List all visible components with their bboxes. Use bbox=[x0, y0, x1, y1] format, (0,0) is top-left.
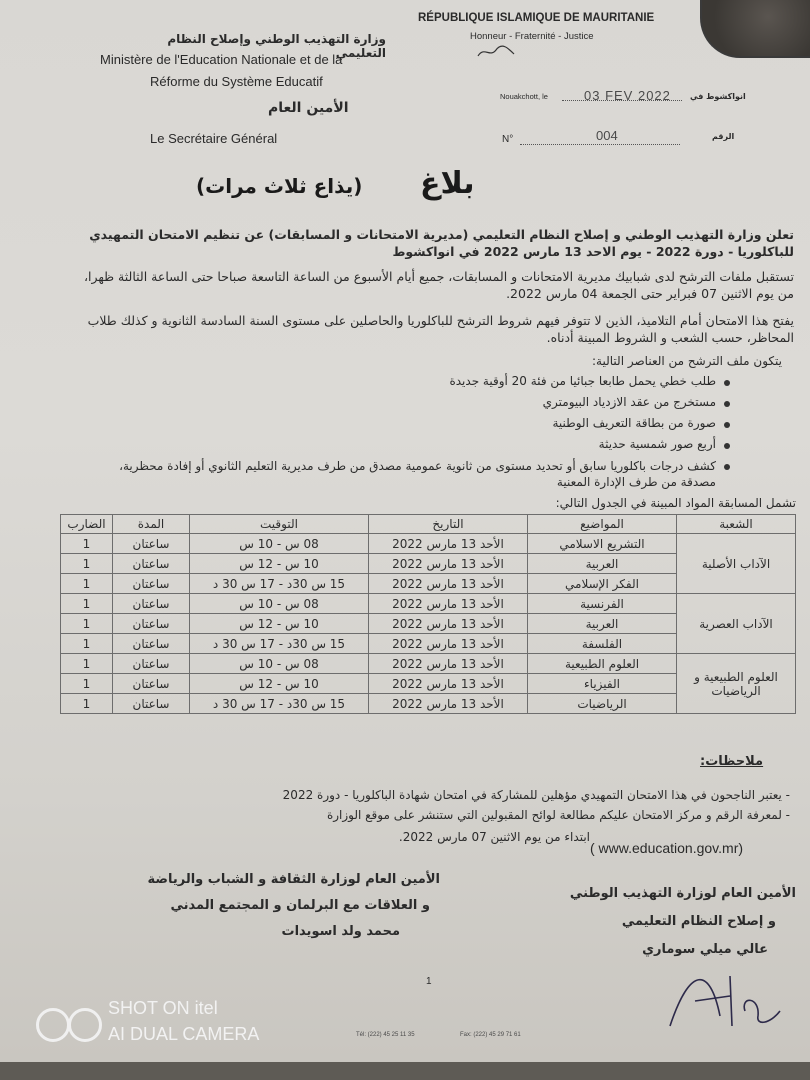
date-cell: الأحد 13 مارس 2022 bbox=[369, 574, 528, 594]
column-header-time: التوقيت bbox=[190, 515, 369, 534]
duration-cell: ساعتان bbox=[113, 554, 190, 574]
branch-cell: الآداب العصرية bbox=[677, 594, 796, 654]
subject-cell: الفكر الإسلامي bbox=[528, 574, 677, 594]
left-signatory-title-2: و العلاقات مع البرلمان و المجتمع المدني bbox=[170, 898, 430, 913]
watermark-line-2: AI DUAL CAMERA bbox=[108, 1024, 260, 1044]
list-item: صورة من بطاقة التعريف الوطنية bbox=[82, 416, 730, 437]
coefficient-cell: 1 bbox=[61, 574, 113, 594]
secretary-general-arabic: الأمين العام bbox=[268, 100, 349, 116]
list-item: أربع صور شمسية حديثة bbox=[82, 437, 730, 458]
duration-cell: ساعتان bbox=[113, 574, 190, 594]
subject-cell: الفلسفة bbox=[528, 634, 677, 654]
date-cell: الأحد 13 مارس 2022 bbox=[369, 594, 528, 614]
date-label-arabic: انواكشوط في bbox=[690, 92, 746, 101]
republic-name: RÉPUBLIQUE ISLAMIQUE DE MAURITANIE bbox=[418, 12, 655, 24]
subject-cell: الفرنسية bbox=[528, 594, 677, 614]
exam-schedule-table bbox=[60, 514, 796, 714]
paragraph-table-intro: تشمل المسابقة المواد المبينة في الجدول التالي: bbox=[555, 496, 796, 510]
column-header-coefficient: الضارب bbox=[61, 515, 113, 534]
communique-title: بلاغ bbox=[420, 166, 475, 201]
subject-cell: الفيزياء bbox=[528, 674, 677, 694]
list-item: طلب خطي يحمل طابعا جبائيا من فئة 20 أوقية جديدة bbox=[82, 374, 730, 395]
list-item: كشف درجات باكلوريا سابق أو تحديد مستوى من ثانوية عمومية مصدق من طرف مديرية التعليم الثانوي أو إفادة محظرية، مصدقة من طرف الإدارة المعنية bbox=[82, 458, 730, 494]
handwritten-signature-icon bbox=[660, 956, 800, 1046]
coefficient-cell: 1 bbox=[61, 594, 113, 614]
secretary-general-french: Le Secrétaire Général bbox=[150, 131, 278, 146]
subject-cell: العربية bbox=[528, 554, 677, 574]
duration-cell: ساعتان bbox=[113, 674, 190, 694]
motto: Honneur - Fraternité - Justice bbox=[470, 31, 594, 42]
time-cell: 08 س - 10 س bbox=[190, 654, 369, 674]
right-signatory-title-2: و إصلاح النظام التعليمي bbox=[621, 914, 776, 929]
subject-cell: الرياضيات bbox=[528, 694, 677, 714]
coefficient-cell: 1 bbox=[61, 554, 113, 574]
column-header-subject: المواضيع bbox=[528, 515, 677, 534]
number-label: N° bbox=[502, 134, 514, 145]
duration-cell: ساعتان bbox=[113, 694, 190, 714]
duration-cell: ساعتان bbox=[113, 614, 190, 634]
coefficient-cell: 1 bbox=[61, 674, 113, 694]
list-item: مستخرج من عقد الازدياد البيومتري bbox=[82, 395, 730, 416]
date-cell: الأحد 13 مارس 2022 bbox=[369, 554, 528, 574]
ministry-arabic: وزارة التهذيب الوطني وإصلاح النظام التعليمي bbox=[167, 32, 386, 60]
date-cell: الأحد 13 مارس 2022 bbox=[369, 654, 528, 674]
date-cell: الأحد 13 مارس 2022 bbox=[369, 694, 528, 714]
note-1: - يعتبر الناجحون في هذا الامتحان التمهيدي مؤهلين للمشاركة في امتحان شهادة الباكلوريا - دورة 2022 bbox=[282, 788, 790, 802]
duration-cell: ساعتان bbox=[113, 534, 190, 554]
duration-cell: ساعتان bbox=[113, 654, 190, 674]
date-value: 03 FEV 2022 bbox=[584, 88, 671, 103]
duration-cell: ساعتان bbox=[113, 634, 190, 654]
time-cell: 10 س - 12 س bbox=[190, 674, 369, 694]
table-header-row bbox=[61, 515, 796, 534]
camera-lens-icon bbox=[68, 1008, 102, 1042]
time-cell: 08 س - 10 س bbox=[190, 594, 369, 614]
page-number: 1 bbox=[426, 976, 432, 987]
motto-signature-icon bbox=[476, 44, 516, 60]
paragraph-announcement: تعلن وزارة التهذيب الوطني و إصلاح النظام التعليمي (مديرية الامتحانات و المسابقات) عن تنظيم الامتحان التمهيدي للباكلوريا - دورة 2022 - يوم الاحد 13 مارس 2022 في انواكشوط bbox=[89, 227, 794, 259]
file-items-list bbox=[82, 374, 730, 494]
coefficient-cell: 1 bbox=[61, 634, 113, 654]
communique-subtitle: (يذاع ثلاث مرات) bbox=[196, 174, 363, 198]
time-cell: 15 س 30د - 17 س 30 د bbox=[190, 634, 369, 654]
national-seal-icon bbox=[700, 0, 810, 58]
ministry-website-link[interactable]: ( www.education.gov.mr) bbox=[590, 840, 744, 856]
date-cell: الأحد 13 مارس 2022 bbox=[369, 614, 528, 634]
ministry-french-line1: Ministère de l'Education Nationale et de la bbox=[100, 52, 343, 67]
footer-fax: Fax: (222) 45 29 71 61 bbox=[460, 1032, 521, 1038]
time-cell: 10 س - 12 س bbox=[190, 554, 369, 574]
date-cell: الأحد 13 مارس 2022 bbox=[369, 534, 528, 554]
date-label: Nouakchott, le bbox=[500, 92, 548, 101]
date-cell: الأحد 13 مارس 2022 bbox=[369, 634, 528, 654]
column-header-date: التاريخ bbox=[369, 515, 528, 534]
coefficient-cell: 1 bbox=[61, 534, 113, 554]
table-row bbox=[61, 534, 796, 554]
coefficient-cell: 1 bbox=[61, 654, 113, 674]
time-cell: 08 س - 10 س bbox=[190, 534, 369, 554]
camera-lens-icon bbox=[36, 1008, 70, 1042]
table-row bbox=[61, 594, 796, 614]
notes-heading: ملاحظات: bbox=[700, 754, 764, 769]
left-signatory-title-1: الأمين العام لوزارة الثقافة و الشباب والرياضة bbox=[147, 872, 440, 887]
paragraph-submission: تستقبل ملفات الترشح لدى شبابيك مديرية الامتحانات و المسابقات، جميع أيام الأسبوع من الساعة التاسعة صباحا حتى الساعة الثالثة ظهرا، من يوم الاثنين 07 فبراير حتى الجمعة 04 مارس 2022. bbox=[83, 269, 794, 301]
table-row bbox=[61, 654, 796, 674]
right-signatory-title-1: الأمين العام لوزارة التهذيب الوطني bbox=[569, 886, 796, 901]
footer-phone: Tél: (222) 45 25 11 35 bbox=[356, 1032, 415, 1038]
branch-cell: العلوم الطبيعية و الرياضيات bbox=[677, 654, 796, 714]
watermark-line-1: SHOT ON itel bbox=[108, 998, 218, 1018]
branch-cell: الآداب الأصلية bbox=[677, 534, 796, 594]
date-cell: الأحد 13 مارس 2022 bbox=[369, 674, 528, 694]
paragraph-eligibility: يفتح هذا الامتحان أمام التلاميذ، الذين لا تتوفر فيهم شروط الترشح للباكلوريا والحاصلين على مستوى السنة السادسة الثانوية و كذلك طلاب المحاظر، حسب الشعب و الشروط المبينة أدناه. bbox=[87, 313, 794, 345]
duration-cell: ساعتان bbox=[113, 594, 190, 614]
left-signatory-name: محمد ولد اسويدات bbox=[281, 924, 400, 939]
time-cell: 15 س 30د - 17 س 30 د bbox=[190, 694, 369, 714]
number-label-arabic: الرقم bbox=[712, 132, 735, 141]
photo-bottom-strip bbox=[0, 1062, 810, 1080]
coefficient-cell: 1 bbox=[61, 614, 113, 634]
column-header-duration: المدة bbox=[113, 515, 190, 534]
coefficient-cell: 1 bbox=[61, 694, 113, 714]
number-value: 004 bbox=[596, 128, 618, 143]
time-cell: 15 س 30د - 17 س 30 د bbox=[190, 574, 369, 594]
subject-cell: العربية bbox=[528, 614, 677, 634]
paragraph-file-composition: يتكون ملف الترشح من العناصر التالية: bbox=[592, 354, 782, 368]
subject-cell: التشريع الاسلامي bbox=[528, 534, 677, 554]
column-header-branch: الشعبة bbox=[677, 515, 796, 534]
note-3-date: ابتداء من يوم الاثنين 07 مارس 2022. bbox=[398, 830, 590, 844]
subject-cell: العلوم الطبيعية bbox=[528, 654, 677, 674]
time-cell: 10 س - 12 س bbox=[190, 614, 369, 634]
right-signatory-name: عالي ميلي سوماري bbox=[642, 942, 768, 957]
ministry-french-line2: Réforme du Système Educatif bbox=[150, 74, 323, 89]
note-2: - لمعرفة الرقم و مركز الامتحان عليكم مطالعة لوائح المقبولين التي ستنشر على موقع الوزارة bbox=[326, 808, 790, 822]
